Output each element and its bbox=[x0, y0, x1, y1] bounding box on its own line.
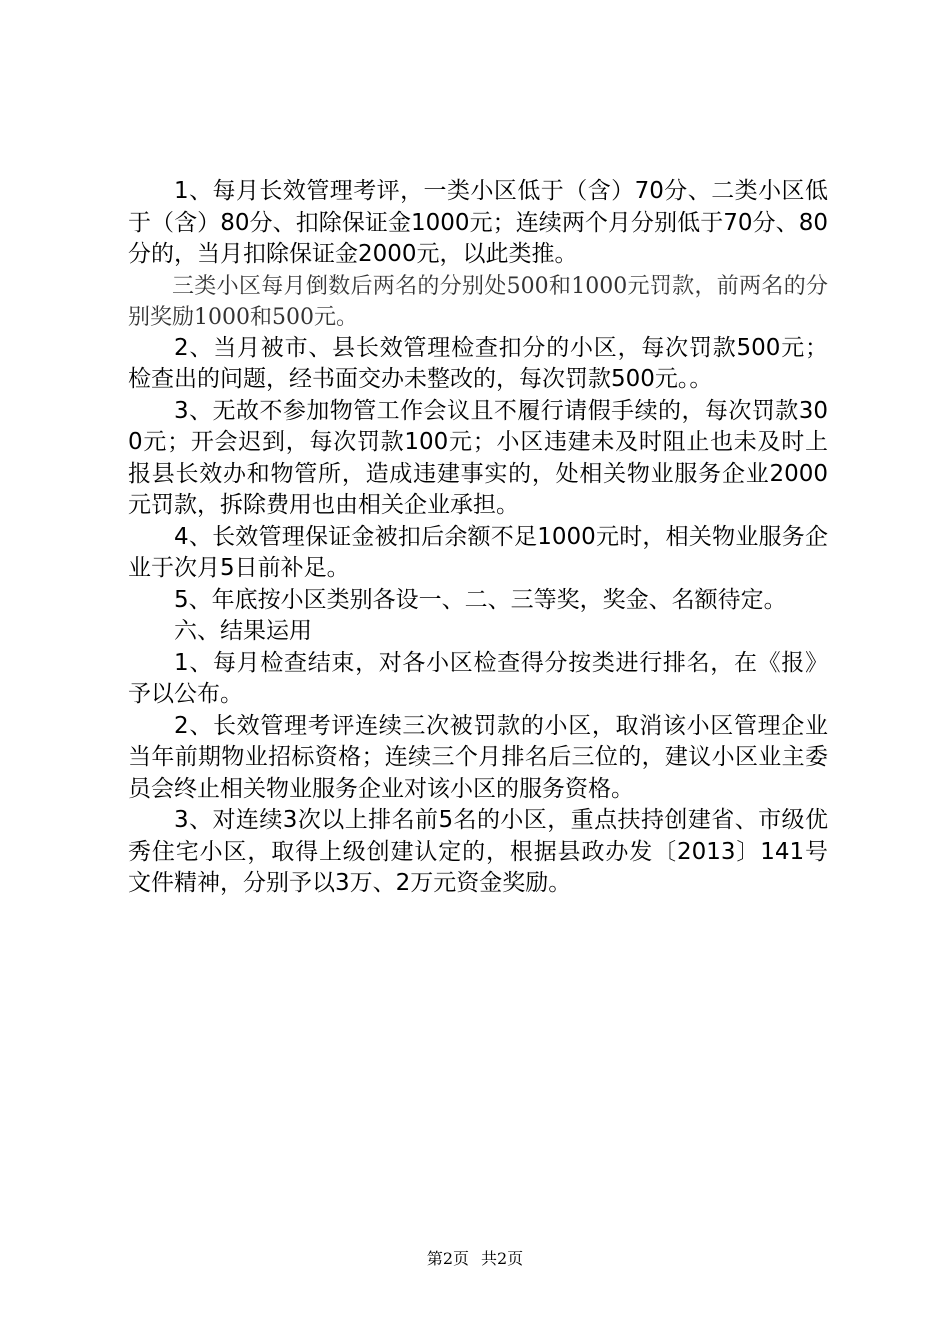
paragraph-meeting-penalty: 3、无故不参加物管工作会议且不履行请假手续的，每次罚款300元；开会迟到，每次罚款100元；小区违建未及时阻止也未及时上报县长效办和物管所，造成违建事实的，处相关物业服务企业2000元罚款，拆除费用也由相关企业承担。 bbox=[128, 397, 828, 518]
paragraph-monthly-ranking: 1、每月检查结束，对各小区检查得分按类进行排名，在《报》予以公布。 bbox=[128, 649, 828, 707]
paragraph-deposit-deduction: 1、每月长效管理考评，一类小区低于（含）70分、二类小区低于（含）80分、扣除保证金1000元；连续两个月分别低于70分、80分的，当月扣除保证金2000元，以此类推。 bbox=[128, 178, 828, 267]
paragraph-qualification-cancel: 2、长效管理考评连续三次被罚款的小区，取消该小区管理企业当年前期物业招标资格；连续三个月排名后三位的，建议小区业主委员会终止相关物业服务企业对该小区的服务资格。 bbox=[128, 712, 828, 802]
page-footer bbox=[0, 1246, 950, 1269]
paragraph-deposit-replenish: 4、长效管理保证金被扣后余额不足1000元时，相关物业服务企业于次月5日前补足。 bbox=[128, 523, 828, 581]
page-total: 共2页 bbox=[481, 1249, 524, 1268]
page-number: 第2页 bbox=[426, 1249, 469, 1268]
paragraph-annual-awards: 5、年底按小区类别各设一、二、三等奖，奖金、名额待定。 bbox=[174, 586, 787, 613]
section-heading-results: 六、结果运用 bbox=[174, 618, 312, 644]
document-body bbox=[128, 176, 828, 900]
paragraph-class-three-ranking: 三类小区每月倒数后两名的分别处500和1000元罚款，前两名的分别奖励1000和500元。 bbox=[128, 273, 828, 330]
paragraph-excellence-reward: 3、对连续3次以上排名前5名的小区，重点扶持创建省、市级优秀住宅小区，取得上级创建认定的，根据县政办发〔2013〕141号文件精神，分别予以3万、2万元资金奖励。 bbox=[128, 807, 828, 896]
paragraph-inspection-penalty: 2、当月被市、县长效管理检查扣分的小区，每次罚款500元；检查出的问题，经书面交办未整改的，每次罚款500元。。 bbox=[128, 334, 828, 392]
